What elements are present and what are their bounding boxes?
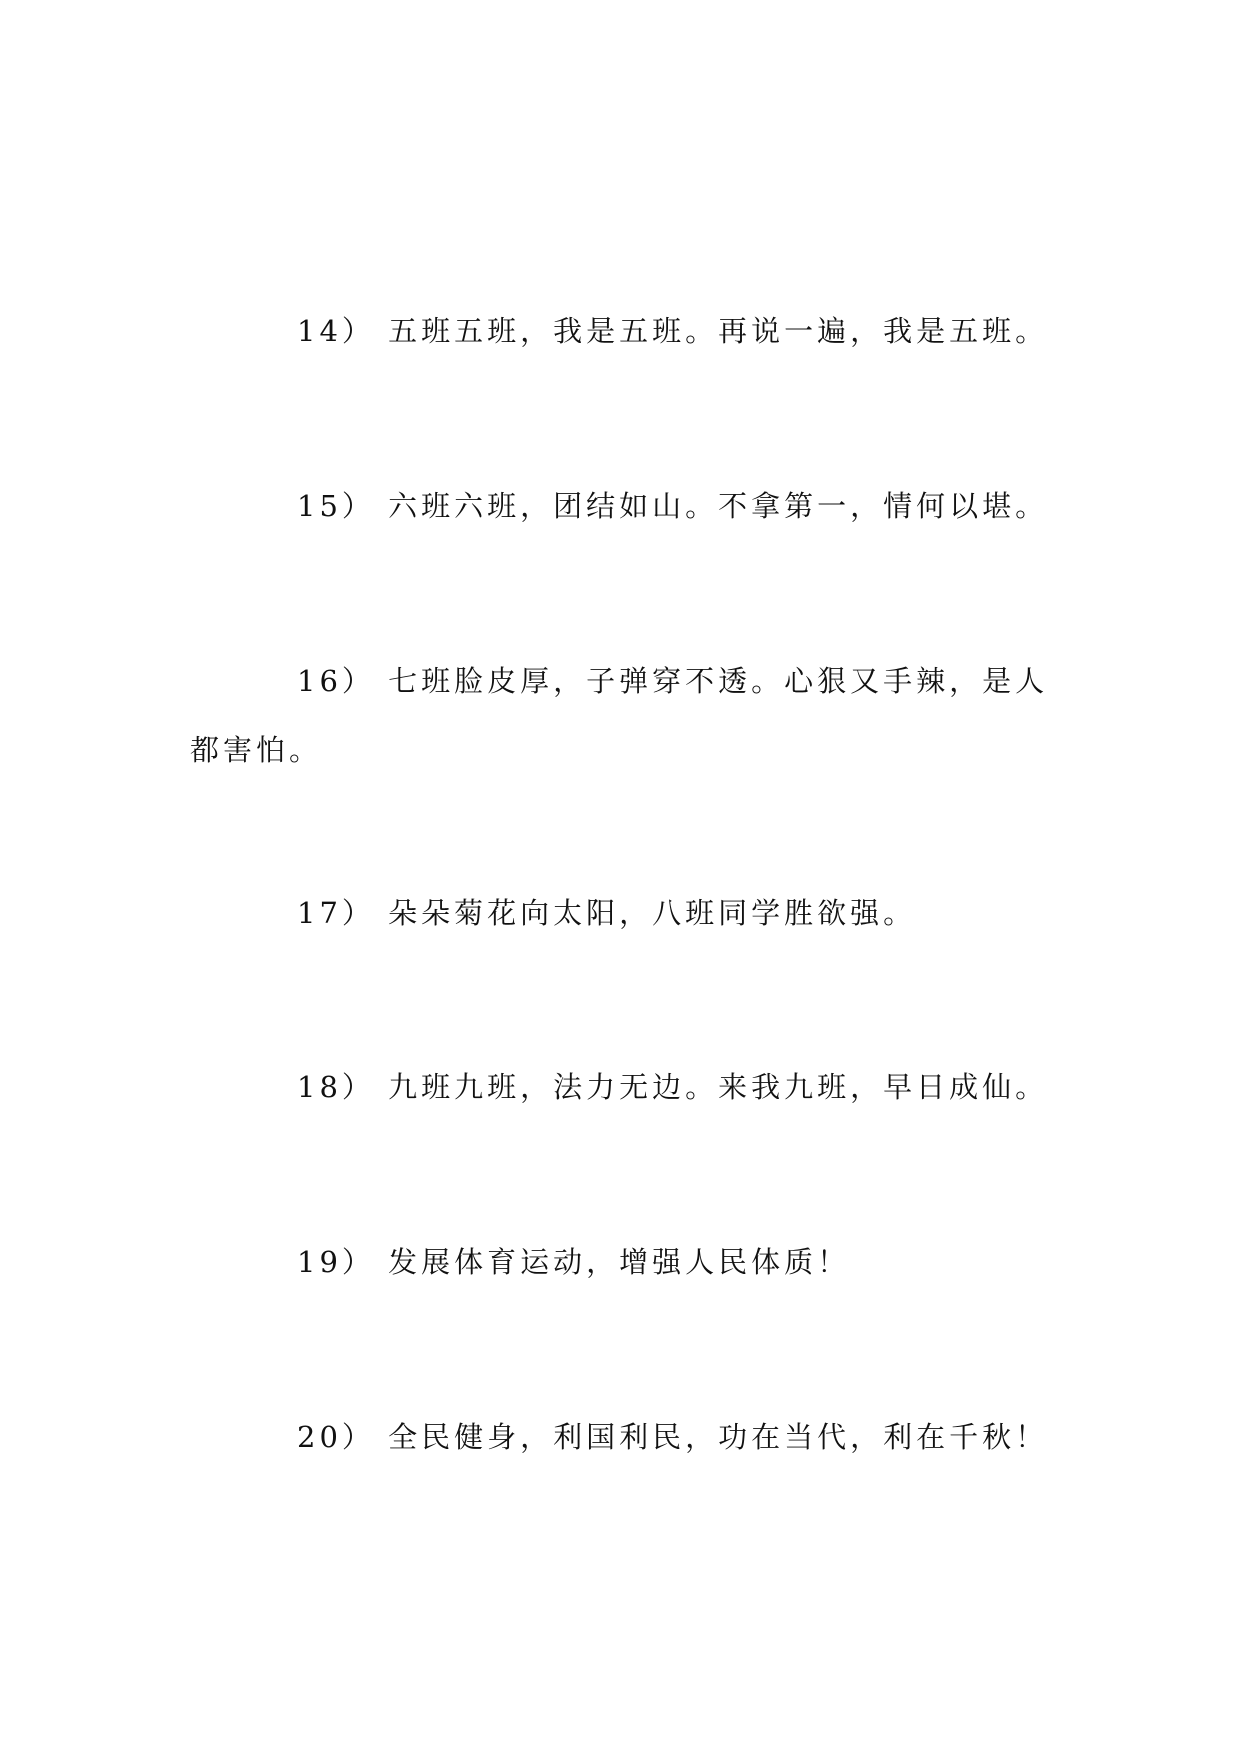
slogan-item-16: 16） 七班脸皮厚，子弹穿不透。心狠又手辣，是人都害怕。 xyxy=(190,664,1049,767)
slogan-item-15: 15） 六班六班，团结如山。不拿第一，情何以堪。 xyxy=(297,489,1049,523)
slogan-item-20: 20） 全民健身，利国利民，功在当代，利在千秋！ xyxy=(297,1420,1049,1454)
slogan-item-18: 18） 九班九班，法力无边。来我九班，早日成仙。 xyxy=(297,1070,1049,1104)
slogan-item-19: 19） 发展体育运动，增强人民体质！ xyxy=(297,1245,851,1279)
slogan-item-17: 17） 朵朵菊花向太阳，八班同学胜欲强。 xyxy=(297,896,917,930)
slogan-item-14: 14） 五班五班，我是五班。再说一遍，我是五班。 xyxy=(297,314,1049,348)
